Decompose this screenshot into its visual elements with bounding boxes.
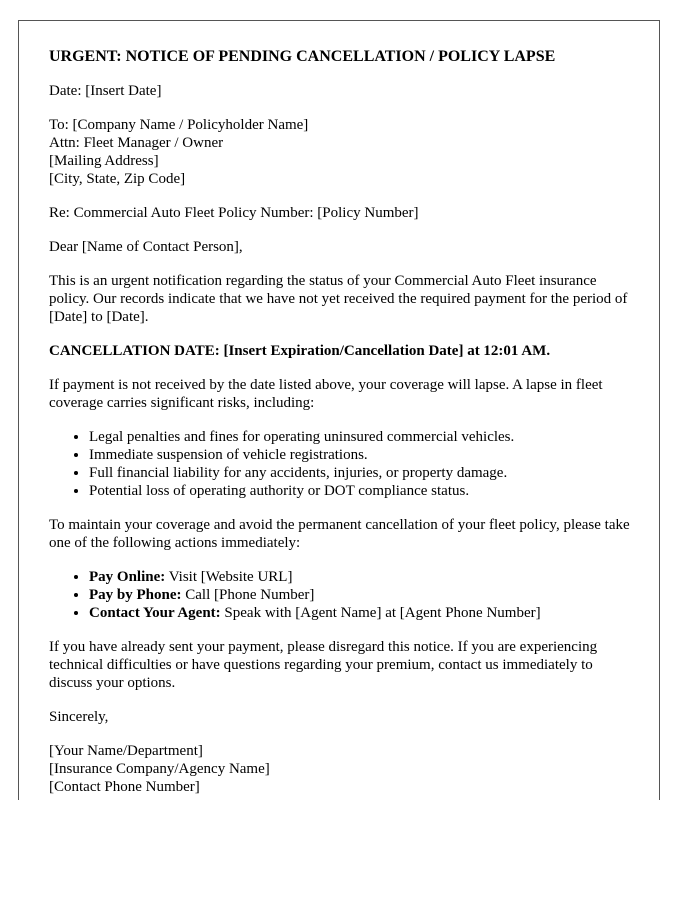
disregard-paragraph: If you have already sent your payment, please disregard this notice. If you are experiencing technical difficulties or have questions regarding your premium, contact us immediately to discuss your options. (49, 639, 598, 691)
risk-item: • Full financial liability for any accidents, injuries, or property damage. (89, 464, 631, 482)
signature-block (49, 742, 631, 796)
date-line: Date: [Insert Date] (49, 83, 162, 99)
reference-line: Re: Commercial Auto Fleet Policy Number: [Policy Number] (49, 205, 419, 221)
action-label: Pay by Phone: (89, 587, 182, 603)
salutation: Dear [Name of Contact Person], (49, 239, 243, 255)
risk-item: • Immediate suspension of vehicle registrations. (89, 446, 631, 464)
action-intro: To maintain your coverage and avoid the permanent cancellation of your fleet policy, please take one of the following actions immediately: (49, 517, 630, 551)
recipient-line: [Mailing Address] (49, 153, 159, 169)
signature-line: [Insurance Company/Agency Name] (49, 761, 270, 777)
notice-heading: URGENT: NOTICE OF PENDING CANCELLATION / POLICY LAPSE (49, 48, 556, 65)
action-text: Speak with [Agent Name] at [Agent Phone Number] (220, 605, 541, 621)
recipient-block (49, 116, 631, 188)
recipient-line: [City, State, Zip Code] (49, 171, 186, 187)
recipient-line: To: [Company Name / Policyholder Name] (49, 117, 309, 133)
risk-list (49, 428, 631, 500)
action-label: Pay Online: (89, 569, 166, 585)
cancellation-date: CANCELLATION DATE: [Insert Expiration/Cancellation Date] at 12:01 AM. (49, 343, 551, 359)
intro-paragraph: This is an urgent notification regarding the status of your Commercial Auto Fleet insurance policy. Our records indicate that we have not yet received the required payment for the period of [Date] to [Date]. (49, 273, 628, 325)
action-item-pay-phone (89, 586, 631, 604)
risk-item: • Potential loss of operating authority or DOT compliance status. (89, 482, 631, 500)
risk-intro: If payment is not received by the date listed above, your coverage will lapse. A lapse in fleet coverage carries significant risks, including: (49, 377, 603, 411)
action-text: Visit [Website URL] (165, 569, 293, 585)
action-label: Contact Your Agent: (89, 605, 221, 621)
action-item-pay-online (89, 568, 631, 586)
action-item-contact-agent (89, 604, 631, 622)
risk-item: • Legal penalties and fines for operating uninsured commercial vehicles. (89, 428, 631, 446)
letter-page (18, 20, 660, 800)
signature-line: [Contact Phone Number] (49, 779, 200, 795)
action-list (49, 568, 631, 622)
recipient-line: Attn: Fleet Manager / Owner (49, 135, 224, 151)
signature-line: [Your Name/Department] (49, 743, 203, 759)
action-text: Call [Phone Number] (181, 587, 315, 603)
closing: Sincerely, (49, 709, 109, 725)
